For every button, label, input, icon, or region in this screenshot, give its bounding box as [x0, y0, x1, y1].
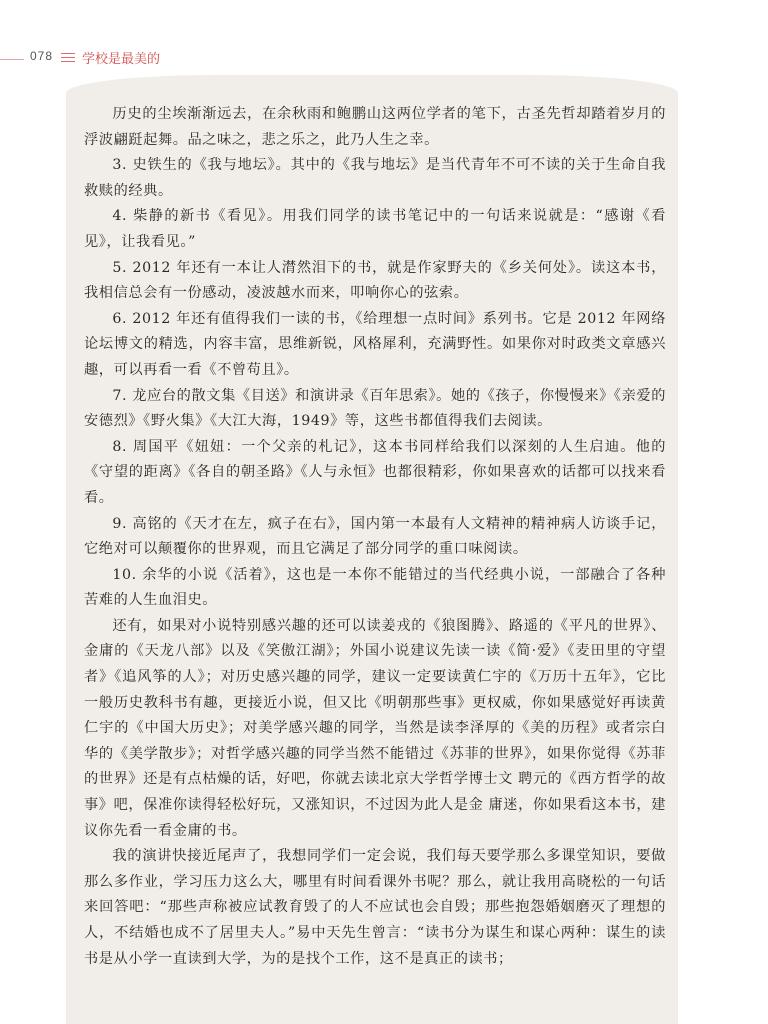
list-item: 5. 2012 年还有一本让人潸然泪下的书，就是作家野夫的《乡关何处》。读这本书，我相信总会有一份感动，凌波越水而来，叩响你心的弦索。 — [84, 259, 666, 302]
list-item: 7. 龙应台的散文集《目送》和演讲录《百年思索》。她的《孩子，你慢慢来》《亲爱的安德烈》《野火集》《大江大海，1949》等，这些书都值得我们去阅读。 — [84, 387, 666, 430]
list-item: 8. 周国平《妞妞：一个父亲的札记》，这本书同样给我们以深刻的人生启迪。他的《守望的距离》《各自的朝圣路》《人与永恒》也都很精彩，你如果喜欢的话都可以找来看看。 — [84, 438, 666, 506]
page-header — [0, 44, 768, 74]
header-divider-icon — [61, 53, 75, 64]
page-number: 078 — [30, 49, 54, 63]
header-rule — [0, 59, 24, 60]
list-item: 4. 柴静的新书《看见》。用我们同学的读书笔记中的一句话来说就是：“感谢《看见》，让我看见。” — [84, 208, 666, 250]
list-item: 6. 2012 年还有值得我们一读的书，《给理想一点时间》系列书。它是 2012 年网络论坛博文的精选，内容丰富，思维新锐，风格犀利，充满野性。如果你对时政类文章感兴趣，可以再看一看《不曾苟且》。 — [84, 310, 666, 378]
list-item: 3. 史铁生的《我与地坛》。其中的《我与地坛》是当代青年不可不读的关于生命自我救赎的经典。 — [84, 157, 666, 199]
list-item: 9. 高铭的《天才在左，疯子在右》，国内第一本最有人文精神的精神病人访谈手记，它绝对可以颠覆你的世界观，而且它满足了部分同学的重口味阅读。 — [84, 515, 666, 558]
list-item: 10. 余华的小说《活着》，这也是一本你不能错过的当代经典小说，一部融合了各种苦难的人生血泪史。 — [84, 566, 666, 609]
paragraph: 我的演讲快接近尾声了，我想同学们一定会说，我们每天要学那么多课堂知识，要做那么多作业，学习压力这么大，哪里有时间看课外书呢？那么，就让我用高晓松的一句话来回答吧：“那些声称被应试教育毁了的人不应试也会自毁；那些抱怨婚姻磨灭了理想的人，不结婚也成不了居里夫人。”易中天先生曾言：“读书分为谋生和谋心两种：谋生的读书是从小学一直读到大学，为的是找个工作，这不是真正的读书； — [84, 848, 666, 967]
paragraph: 还有，如果对小说特别感兴趣的还可以读姜戎的《狼图腾》、路遥的《平凡的世界》、金庸的《天龙八部》以及《笑傲江湖》；外国小说建议先读一读《简·爱》《麦田里的守望者》《追风筝的人》；对历史感兴趣的同学，建议一定要读黄仁宇的《万历十五年》，它比一般历史教科书有趣，更接近小说，但又比《明朝那些事》更权威，你如果感觉好再读黄仁宇的《中国大历史》；对美学感兴趣的同学，当然是读李泽厚的《美的历程》或者宗白华的《美学散步》；对哲学感兴趣的同学当然不能错过《苏菲的世界》，如果你觉得《苏菲的世界》还是有点枯燥的话，好吧，你就去读北京大学哲学博士文 聘元的《西方哲学的故事》吧，保准你读得轻松好玩，又涨知识，不过因为此人是金 庸迷，你如果看这本书，建议你先看一看金庸的书。 — [84, 617, 666, 839]
paragraph: 历史的尘埃渐渐远去，在余秋雨和鲍鹏山这两位学者的笔下，古圣先哲却踏着岁月的浮波翩跹起舞。品之味之，悲之乐之，此乃人生之幸。 — [84, 106, 666, 148]
running-title: 学校是最美的 — [82, 52, 161, 67]
body-text — [84, 102, 666, 972]
